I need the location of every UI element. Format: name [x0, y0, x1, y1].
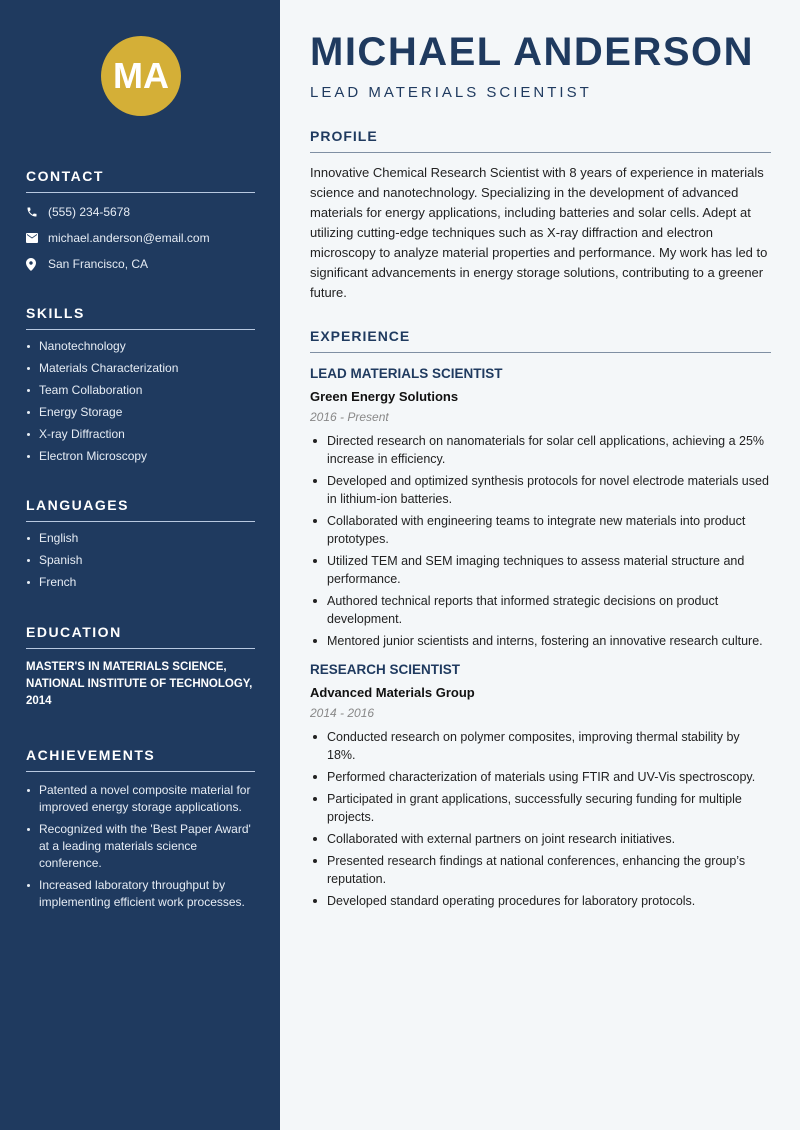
education-heading: EDUCATION	[26, 624, 255, 649]
achievement-item: Increased laboratory throughput by implementing efficient work processes.	[26, 877, 255, 911]
skill-item: Electron Microscopy	[26, 448, 255, 465]
email-text[interactable]: michael.anderson@email.com	[48, 231, 210, 245]
company-name: Advanced Materials Group	[310, 685, 475, 700]
education-entry: MASTER'S IN MATERIALS SCIENCE, NATIONAL INSTITUTE OF TECHNOLOGY, 2014	[26, 661, 253, 707]
achievements-heading: ACHIEVEMENTS	[26, 747, 255, 772]
candidate-name: MICHAEL ANDERSON	[310, 30, 755, 74]
bullet-item: Collaborated with external partners on joint research initiatives.	[310, 830, 771, 848]
bullet-item: Developed and optimized synthesis protocols for novel electrode materials used in lithium-ion batteries.	[310, 472, 771, 508]
job-title: LEAD MATERIALS SCIENTIST	[310, 366, 503, 381]
education-section	[26, 624, 255, 710]
skill-item: Team Collaboration	[26, 382, 255, 399]
skill-item: Nanotechnology	[26, 338, 255, 355]
languages-heading: LANGUAGES	[26, 497, 255, 522]
bullet-item: Directed research on nanomaterials for solar cell applications, achieving a 25% increase in efficiency.	[310, 432, 771, 468]
candidate-title: LEAD MATERIALS SCIENTIST	[310, 84, 592, 101]
main-content	[280, 0, 800, 1130]
contact-phone	[26, 199, 255, 225]
skill-item: Materials Characterization	[26, 360, 255, 377]
experience-section	[310, 328, 771, 914]
job-dates: 2016 - Present	[310, 410, 389, 424]
bullet-item: Conducted research on polymer composites, improving thermal stability by 18%.	[310, 728, 771, 764]
bullet-item: Mentored junior scientists and interns, fostering an innovative research culture.	[310, 632, 771, 650]
skills-list	[26, 338, 255, 465]
achievements-list	[26, 782, 255, 911]
contact-section	[26, 168, 255, 277]
profile-section	[310, 128, 771, 303]
skill-item: Energy Storage	[26, 404, 255, 421]
contact-email	[26, 225, 255, 251]
job-title: RESEARCH SCIENTIST	[310, 662, 461, 677]
contact-location	[26, 251, 255, 277]
location-pin-icon	[26, 257, 48, 271]
bullet-item: Utilized TEM and SEM imaging techniques to assess material structure and performance.	[310, 552, 771, 588]
skills-section	[26, 305, 255, 470]
phone-text: (555) 234-5678	[48, 205, 131, 219]
skills-heading: SKILLS	[26, 305, 255, 330]
bullet-item: Participated in grant applications, successfully securing funding for multiple projects.	[310, 790, 771, 826]
achievement-item: Recognized with the 'Best Paper Award' at a leading materials science conference.	[26, 821, 255, 872]
achievement-item: Patented a novel composite material for improved energy storage applications.	[26, 782, 255, 816]
job-bullets	[310, 432, 771, 650]
bullet-item: Authored technical reports that informed strategic decisions on product development.	[310, 592, 771, 628]
job-entry	[310, 366, 771, 650]
bullet-item: Developed standard operating procedures for laboratory protocols.	[310, 892, 771, 910]
language-item: French	[26, 574, 255, 591]
skill-item: X-ray Diffraction	[26, 426, 255, 443]
bullet-item: Presented research findings at national conferences, enhancing the group’s reputation.	[310, 852, 771, 888]
job-dates: 2014 - 2016	[310, 706, 375, 720]
experience-heading: EXPERIENCE	[310, 328, 771, 353]
avatar: MA	[101, 36, 181, 116]
bullet-item: Performed characterization of materials using FTIR and UV-Vis spectroscopy.	[310, 768, 771, 786]
phone-icon	[26, 205, 48, 219]
achievements-section	[26, 747, 255, 916]
company-name: Green Energy Solutions	[310, 389, 459, 404]
language-item: English	[26, 530, 255, 547]
languages-list	[26, 530, 255, 591]
languages-section	[26, 497, 255, 596]
sidebar	[0, 0, 280, 1130]
profile-text: Innovative Chemical Research Scientist with 8 years of experience in materials science and nanotechnology. Specializing in the development of advanced materials for energy applications, including batteries and solar cells. Adept at utilizing cutting-edge techniques such as X-ray diffraction and electron microscopy to analyze material properties and performance. My work has led to significant advancements in energy storage solutions, contributing to a greener future.	[310, 165, 768, 300]
contact-heading: CONTACT	[26, 168, 255, 193]
location-text: San Francisco, CA	[48, 257, 149, 271]
job-bullets	[310, 728, 771, 910]
profile-heading: PROFILE	[310, 128, 771, 153]
language-item: Spanish	[26, 552, 255, 569]
job-entry	[310, 662, 771, 910]
bullet-item: Collaborated with engineering teams to integrate new materials into product prototypes.	[310, 512, 771, 548]
email-icon	[26, 231, 48, 245]
